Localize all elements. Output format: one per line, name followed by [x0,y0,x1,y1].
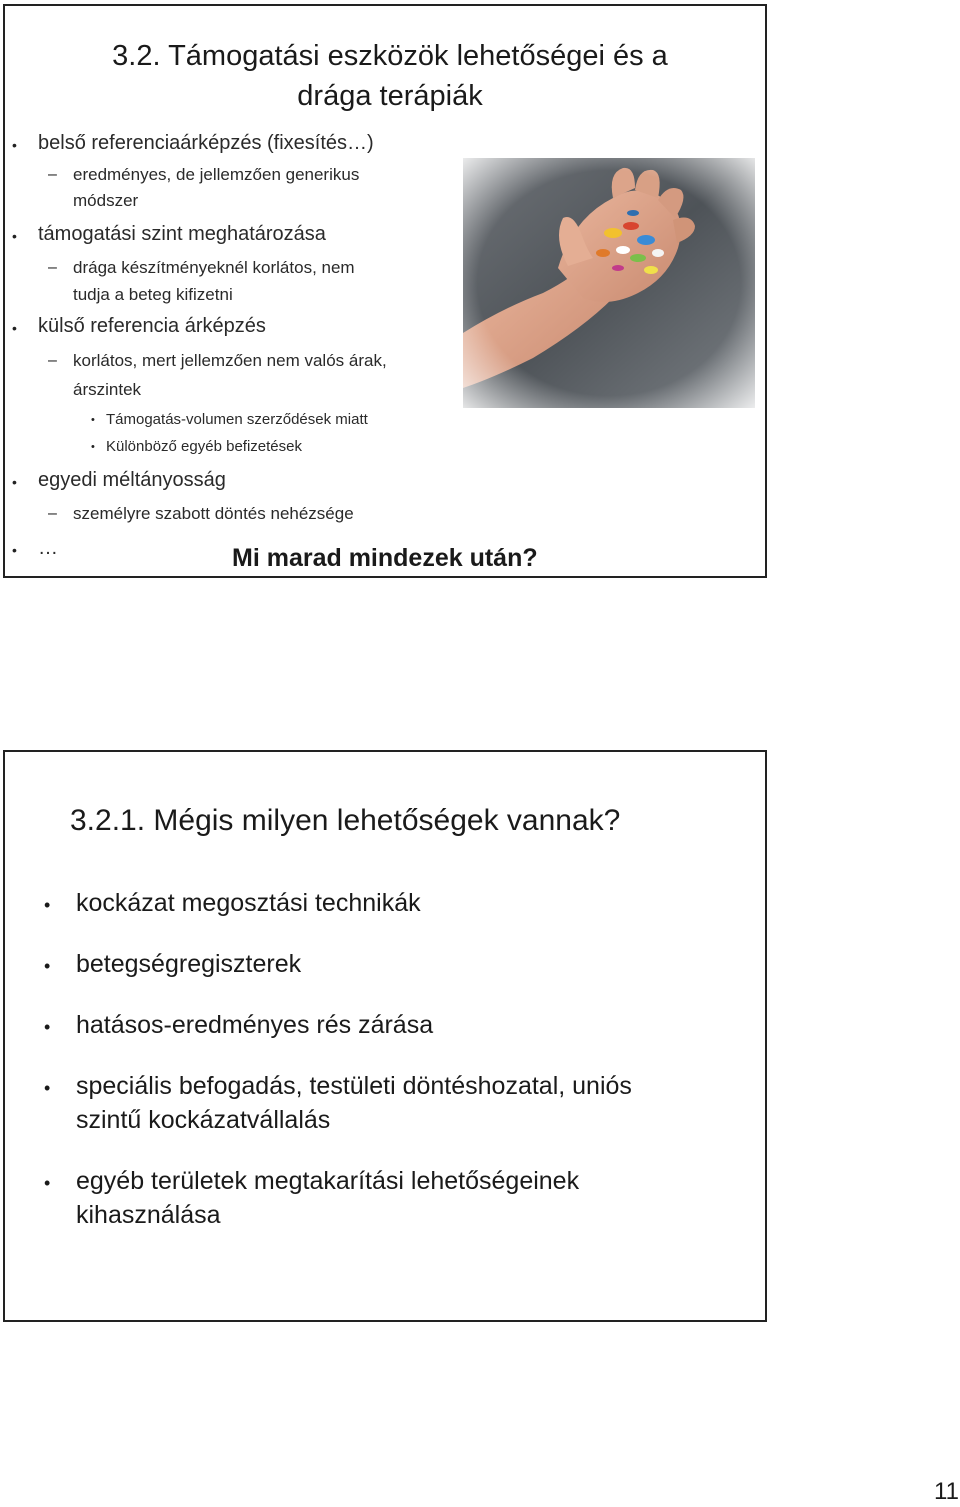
list-item: szintű kockázatvállalás [76,1106,331,1134]
bullet-icon: • [12,474,17,490]
page-number: 11 [934,1478,959,1505]
bullet-icon: • [12,228,17,244]
list-item: módszer [73,191,139,210]
bullet-icon: • [44,1017,51,1037]
pills-in-hand-photo [463,158,755,408]
dash-icon: – [48,259,57,276]
list-item: egyedi méltányosság [38,469,226,491]
dash-icon: – [48,166,57,183]
list-item: belső referenciaárképzés (fixesítés…) [38,132,374,154]
list-item: Támogatás-volumen szerződések miatt [106,411,368,428]
list-item: hatásos-eredményes rés zárása [76,1011,434,1039]
bullet-icon: • [44,956,51,976]
bullet-icon: • [12,542,17,558]
dash-icon: – [48,505,57,522]
list-item: eredményes, de jellemzően generikus [73,165,360,184]
list-item: kockázat megosztási technikák [76,889,421,917]
callout-text: Mi marad mindezek után? [232,544,538,572]
bullet-icon: • [12,320,17,336]
bullet-icon: • [91,414,95,426]
slide-1-title-line-1: 3.2. Támogatási eszközök lehetőségei és a [112,40,668,72]
list-item: egyéb területek megtakarítási lehetőségeinek [76,1167,580,1195]
list-item: betegségregiszterek [76,950,302,978]
bullet-icon: • [12,137,17,153]
list-item: tudja a beteg kifizetni [73,285,233,304]
list-item: korlátos, mert jellemzően nem valós árak, [73,351,387,370]
list-item: speciális befogadás, testületi döntéshozatal, uniós [76,1072,632,1100]
list-item: … [38,537,58,559]
list-item: drága készítményeknél korlátos, nem [73,258,355,277]
list-item: kihasználása [76,1201,221,1229]
list-item: árszintek [73,380,142,399]
bullet-icon: • [44,895,51,915]
bullet-icon: • [91,441,95,453]
bullet-icon: • [44,1078,51,1098]
list-item: külső referencia árképzés [38,315,266,337]
bullet-icon: • [44,1173,51,1193]
slide-1-title-line-2: drága terápiák [297,80,483,112]
list-item: támogatási szint meghatározása [38,223,326,245]
list-item: Különböző egyéb befizetések [106,438,302,455]
dash-icon: – [48,352,57,369]
list-item: személyre szabott döntés nehézsége [73,504,354,523]
slide-2-title: 3.2.1. Mégis milyen lehetőségek vannak? [70,804,621,837]
